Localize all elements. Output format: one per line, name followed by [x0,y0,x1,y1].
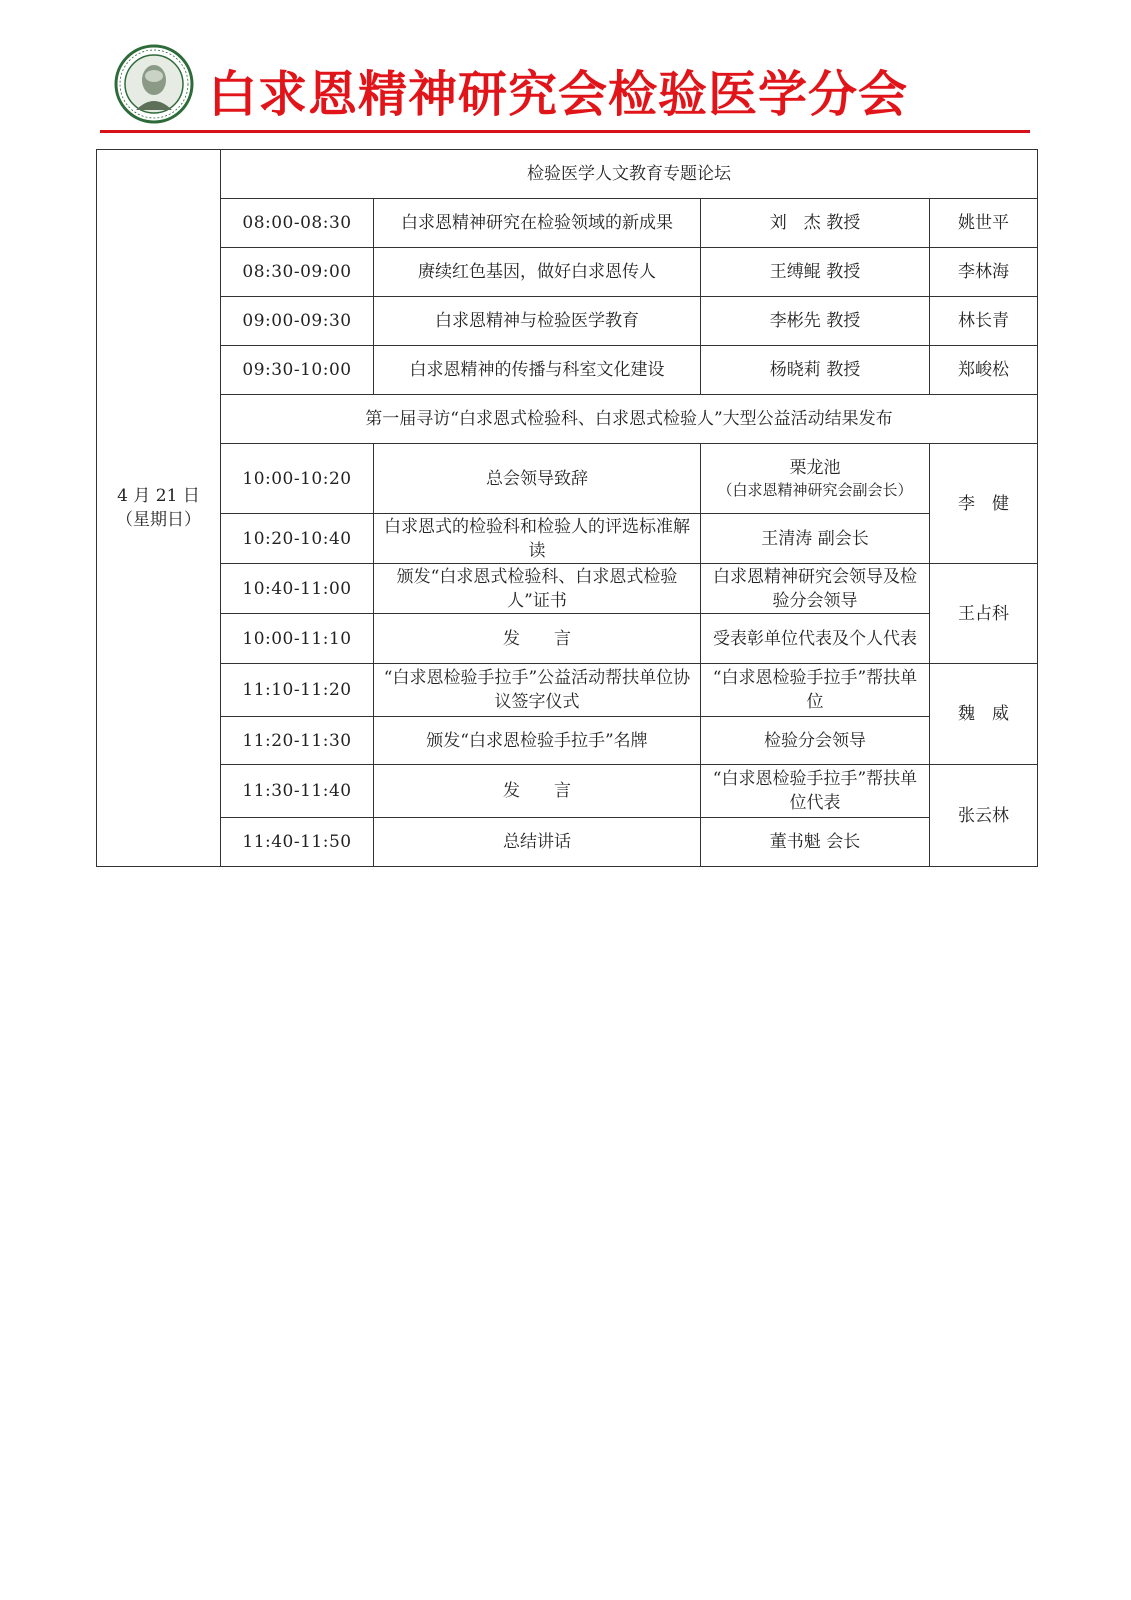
speaker-cell: 王清涛 副会长 [701,514,930,564]
org-title: 白求恩精神研究会检验医学分会 [208,66,909,123]
host-cell: 李 健 [930,444,1038,564]
topic-cell: 总结讲话 [374,818,701,867]
letterhead [100,38,1030,138]
table-row [97,297,1038,346]
table-row [97,614,1038,664]
host-cell: 王占科 [930,564,1038,664]
weekday-text: （星期日） [116,510,201,530]
topic-cell: 颁发“白求恩检验手拉手”名牌 [374,717,701,765]
time-cell: 10:40-11:00 [221,564,374,614]
table-row [97,346,1038,395]
topic-cell: “白求恩检验手拉手”公益活动帮扶单位协议签字仪式 [374,664,701,717]
topic-cell: 发 言 [374,765,701,818]
speaker-cell: 杨晓莉 教授 [701,346,930,395]
time-cell: 09:30-10:00 [221,346,374,395]
topic-cell: 白求恩精神的传播与科室文化建设 [374,346,701,395]
speaker-name: 栗龙池 [789,458,841,478]
time-cell: 10:00-10:20 [221,444,374,514]
table-row [97,444,1038,514]
host-cell: 张云林 [930,765,1038,867]
date-text: 4 月 21 日 [117,486,200,506]
topic-cell: 白求恩精神研究在检验领域的新成果 [374,199,701,248]
topic-cell: 总会领导致辞 [374,444,701,514]
time-cell: 08:30-09:00 [221,248,374,297]
speaker-note: （白求恩精神研究会副会长） [717,481,913,499]
host-cell: 姚世平 [930,199,1038,248]
table-row [97,514,1038,564]
speaker-cell: “白求恩检验手拉手”帮扶单位代表 [701,765,930,818]
host-cell: 李林海 [930,248,1038,297]
host-cell: 魏 威 [930,664,1038,765]
header-divider [100,130,1030,133]
date-cell [97,150,221,867]
speaker-cell: 受表彰单位代表及个人代表 [701,614,930,664]
speaker-cell: 董书魁 会长 [701,818,930,867]
table-row [97,765,1038,818]
speaker-cell: 李彬先 教授 [701,297,930,346]
table-row [97,818,1038,867]
speaker-cell: 刘 杰 教授 [701,199,930,248]
speaker-cell: “白求恩检验手拉手”帮扶单位 [701,664,930,717]
table-row [97,248,1038,297]
speaker-cell: 白求恩精神研究会领导及检验分会领导 [701,564,930,614]
schedule-table [96,149,1038,867]
topic-cell: 发 言 [374,614,701,664]
section-title-forum: 检验医学人文教育专题论坛 [221,150,1038,199]
time-cell: 10:00-11:10 [221,614,374,664]
topic-cell: 颁发“白求恩式检验科、白求恩式检验人”证书 [374,564,701,614]
table-row [97,199,1038,248]
host-cell: 郑峻松 [930,346,1038,395]
time-cell: 10:20-10:40 [221,514,374,564]
table-row [97,717,1038,765]
table-row [97,564,1038,614]
time-cell: 11:20-11:30 [221,717,374,765]
host-cell: 林长青 [930,297,1038,346]
time-cell: 08:00-08:30 [221,199,374,248]
society-seal-icon [114,44,194,124]
time-cell: 11:30-11:40 [221,765,374,818]
section-title-award: 第一届寻访“白求恩式检验科、白求恩式检验人”大型公益活动结果发布 [221,395,1038,444]
speaker-cell: 检验分会领导 [701,717,930,765]
topic-cell: 白求恩式的检验科和检验人的评选标准解读 [374,514,701,564]
speaker-cell [701,444,930,514]
speaker-cell: 王缚鲲 教授 [701,248,930,297]
topic-cell: 赓续红色基因，做好白求恩传人 [374,248,701,297]
topic-cell: 白求恩精神与检验医学教育 [374,297,701,346]
table-row [97,664,1038,717]
time-cell: 09:00-09:30 [221,297,374,346]
time-cell: 11:10-11:20 [221,664,374,717]
time-cell: 11:40-11:50 [221,818,374,867]
